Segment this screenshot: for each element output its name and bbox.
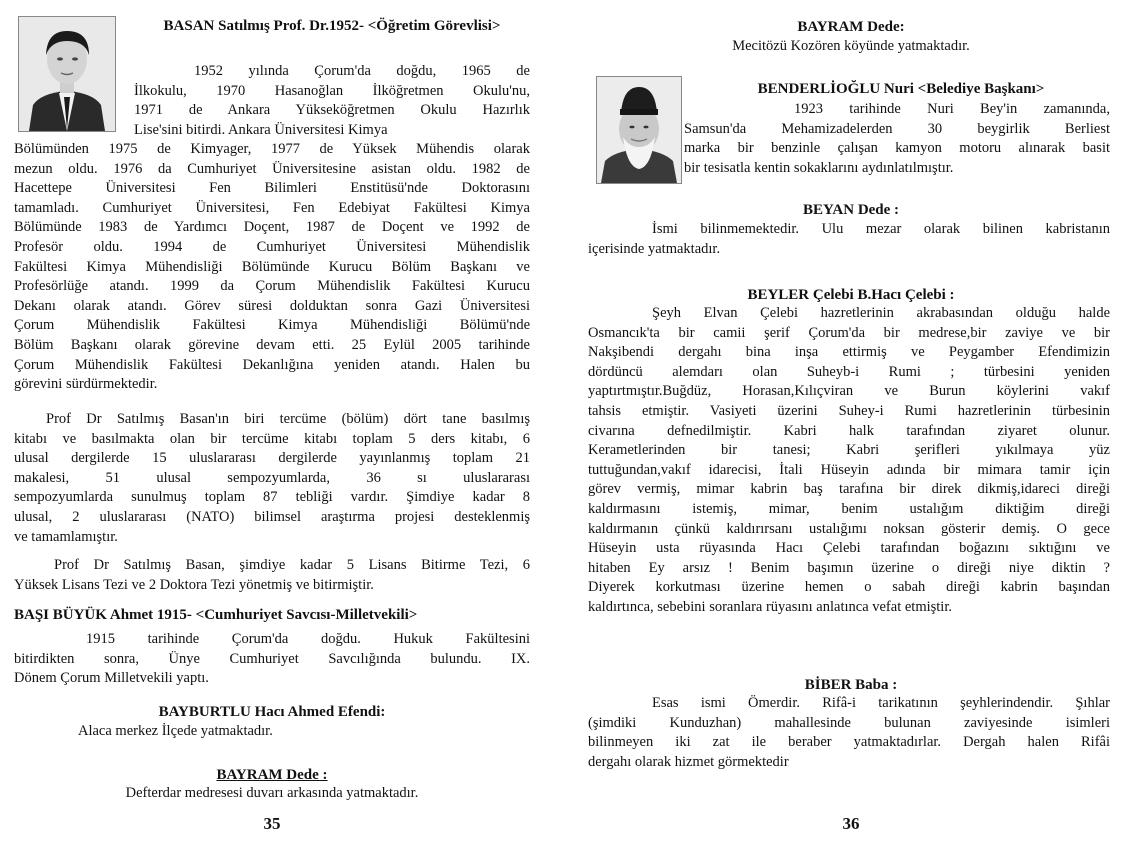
text-line: Şeyh Elvan Çelebi hazretlerinin akrabasından olduğu halde (652, 305, 1110, 321)
text-line: Nakşibendi dergahı bina inşa ettirmiş ve Peygamber Efendimizin (588, 344, 1110, 361)
text-line: Profesör oldu. 1994 de Cumhuriyet Üniversitesi Mühendislik (14, 238, 530, 255)
text-line: Esas ismi Ömerdir. Rifâ-i tarikatının şeyhlerindendir. Şıhlar (652, 695, 1110, 711)
text-line: kaldırtınca, sebebini soranlara rüyasını anlatınca vefat etmiştir. (588, 598, 952, 615)
bayram-heading-right: BAYRAM Dede: (797, 19, 905, 35)
text-line: kaldırmanın çünkü kaldırırsanı ustalığımı noksan gösterir demiş. O gece (588, 520, 1110, 537)
beyan-text (588, 220, 1110, 259)
text-line: tahsis etmiştir. Vasiyeti üzerini Suhey-i Rumi hazretlerinin türbesinin (588, 402, 1110, 419)
bayburtlu-heading: BAYBURTLU Hacı Ahmed Efendi: (158, 704, 386, 720)
text-line: marka bir benzinle çalışan kamyon motoru alınarak basit (684, 140, 1110, 157)
text-line: Profesörlüğe atandı. 1999 da Çorum Mühendislik Fakültesi Kurucu (14, 278, 530, 295)
benderlioglu-heading: BENDERLİOĞLU Nuri <Belediye Başkanı> (757, 81, 1045, 97)
text-line: dördüncü alemdarı olan Suheyb-i Rumi ; türbesini yeniden (588, 363, 1110, 380)
text-line: Osmancık'ta bir camii şerif Çorum'da bir medrese,bir zaviye ve bir (588, 324, 1110, 341)
beyler-text (588, 304, 1110, 618)
beyler-heading: BEYLER Çelebi B.Hacı Çelebi : (747, 287, 955, 303)
biber-heading: BİBER Baba : (804, 677, 898, 693)
text-line: ulusal dergilerde 15 uluslararası dergilerde yayınlanmış toplam 21 (14, 450, 530, 467)
bayburtlu-text: Alaca merkez İlçede yatmaktadır. (78, 723, 273, 739)
text-line: Hüseyin usta rüyasında Hacı Çelebi tarafından boğazını sıktığını ve (588, 540, 1110, 557)
portrait-photo-benderlioglu (596, 76, 682, 184)
text-line: kaldırmasını istemiş, mimar, benim ustalığım diktiğim direği (588, 500, 1110, 517)
text-line: Dekanı olarak atandı. Görev süresi dolduktan sonra Gazi Üniversitesi (14, 297, 530, 314)
biber-text (588, 694, 1110, 772)
beyan-heading: BEYAN Dede : (802, 202, 900, 218)
text-line: 1971 de Ankara Yükseköğretmen Okulu Hazırlık (134, 102, 530, 119)
text-line: Çorum Mühendislik Fakültesi Kimya Mühendisliği Bölümü'nde (14, 317, 530, 334)
text-line: Fakültesi Kimya Mühendisliği Bölümünde Kurucu Bölüm Başkanı ve (14, 258, 530, 275)
text-line: Dönem Çorum Milletvekili yaptı. (14, 670, 209, 687)
basan-heading: BASAN Satılmış Prof. Dr.1952- <Öğretim Görevlisi> (163, 18, 501, 34)
text-line: sempozyumlarda sunulmuş toplam 87 tebliği vardır. Şimdiye kadar 8 (14, 489, 530, 506)
basibuyuk-text (14, 630, 530, 689)
portrait-photo-basan (18, 16, 116, 132)
text-line: Diyerek korkutması üzerine hemen o sabah direği kabrin başından (588, 579, 1110, 596)
text-line: dergahı olarak hizmet görmektedir (588, 753, 789, 770)
text-line: Çorum Mühendislik Fakültesi Dekanlığına yeniden atandı. Halen bu (14, 356, 530, 373)
text-line: ve tamamlamıştır. (14, 528, 118, 545)
bayram-text-left: Defterdar medresesi duvarı arkasında yatmaktadır. (125, 785, 419, 801)
text-line: tuttuğundan,vakıf idarecisi, İtali Hüseyin adında bir mimara tamir için (588, 461, 1110, 478)
bayram-heading-left: BAYRAM Dede : (216, 767, 328, 783)
text-line: ulusal, 2 uluslararası (NATO) bilimsel araştırma projesi desteklenmiş (14, 508, 530, 525)
text-line: Bölüm Başkanı olarak görevine devam etti. 25 Eylül 2005 tarihinde (14, 336, 530, 353)
text-line: yaptırtmıştır.Buğdüz, Horasan,Kılıçviran ve Burun köylerini vakıf (588, 383, 1110, 400)
basan-paragraph-2 (14, 410, 530, 547)
text-line: Prof Dr Satılmış Basan'ın biri tercüme (bölüm) dört tane basılmış (46, 411, 530, 427)
page-left (0, 0, 556, 852)
text-line: bilinmeyen iki zat ile beraber yatmaktadırlar. Dergah halen Rifâi (588, 734, 1110, 751)
text-line: bitirdikten sonra, Ünye Cumhuriyet Savcılığında bulundu. IX. (14, 650, 530, 667)
text-line: 1923 tarihinde Nuri Bey'in zamanında, (794, 101, 1110, 117)
text-line: Bölümünden 1975 de Kimyager, 1977 de Yüksek Mühendis olarak (14, 141, 530, 157)
text-line: tamamladı. Cumhuriyet Üniversitesi, Fen Edebiyat Fakültesi Kimya (14, 199, 530, 216)
text-line: görev vermiş, mimar kabrin baş tarafına bir direk dikmiş,idareci direği (588, 481, 1110, 498)
text-line: Lise'sini bitirdi. Ankara Üniversitesi Kimya (134, 121, 388, 138)
text-line: görevini sürdürmektedir. (14, 376, 158, 393)
bayram-text-right: Mecitözü Kozören köyünde yatmaktadır. (732, 38, 970, 54)
text-line: İsmi bilinmemektedir. Ulu mezar olarak bilinen kabristanın (652, 221, 1110, 237)
text-line: Yüksek Lisans Tezi ve 2 Doktora Tezi yönetmiş ve bitirmiştir. (14, 576, 374, 593)
text-line: Hacettepe Üniversitesi Fen Bilimleri Enstitüsü'nde Doktorasını (14, 180, 530, 197)
basan-body-text (14, 140, 530, 395)
text-line: Bölümünde 1983 de Yardımcı Doçent, 1987 de Doçent ve 1992 de (14, 219, 530, 236)
text-line: Samsun'da Mehamizadelerden 30 beygirlik Berliest (684, 120, 1110, 137)
text-line: Prof Dr Satılmış Basan, şimdiye kadar 5 Lisans Bitirme Tezi, 6 (54, 557, 530, 573)
page-number-right: 36 (842, 814, 860, 833)
text-line: 1952 yılında Çorum'da doğdu, 1965 de (194, 63, 530, 79)
basibuyuk-heading: BAŞI BÜYÜK Ahmet 1915- <Cumhuriyet Savcısı-Milletvekili> (14, 607, 418, 623)
text-line: kitabı ve basılmakta olan bir tercüme kitabı toplam 5 ders kitabı, 6 (14, 430, 530, 447)
text-line: içerisinde yatmaktadır. (588, 240, 721, 257)
basan-beside-photo-text (134, 62, 530, 140)
text-line: Kerametlerinden bir tanesi; Kabri şerifleri yıkılmaya yüz (588, 442, 1110, 459)
text-line: 1915 tarihinde Çorum'da doğdu. Hukuk Fakültesini (86, 631, 530, 647)
text-line: İlkokulu, 1970 Hasanoğlan İlköğretmen Okulu'nu, (134, 82, 530, 99)
text-line: hitaben Ey arsız ! Benim başımın üzerine o direği niye diktin ? (588, 559, 1110, 576)
benderlioglu-text (684, 100, 1110, 178)
page-right (576, 0, 1132, 852)
text-line: civarına defnedilmiştir. Kabri halk tarafından ziyaret olunur. (588, 422, 1110, 439)
page-number-left: 35 (263, 814, 281, 833)
basan-paragraph-3 (14, 556, 530, 595)
text-line: (şimdiki Kunduzhan) mahallesinde bulunan zaviyesinde isimleri (588, 714, 1110, 731)
text-line: mezun oldu. 1976 da Cumhuriyet Üniversitesine asistan oldu. 1982 de (14, 160, 530, 177)
text-line: bir tesisatla kentin sokaklarını aydınlatılmıştır. (684, 159, 954, 176)
text-line: makalesi, 51 ulusal sempozyumlarda, 36 sı uluslararası (14, 469, 530, 486)
